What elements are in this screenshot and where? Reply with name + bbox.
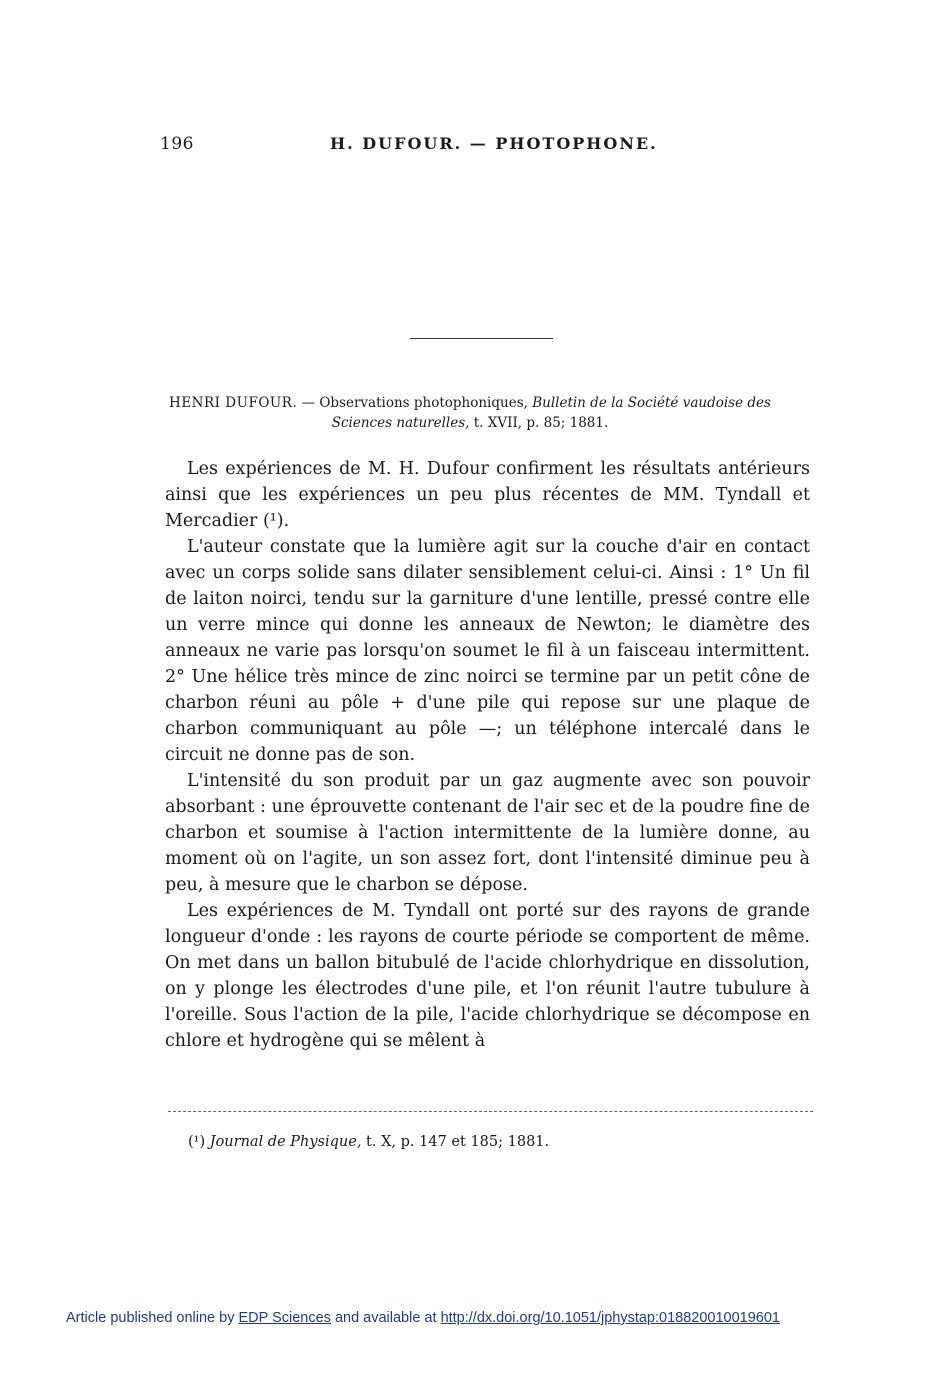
paragraph: Les expériences de M. Tyndall ont porté sur des rayons de grande longueur d'onde : les rayons de courte période se comportent de même. On met dans un ballon bitubulé de l'acide chlorhydrique en dissolution, on y plonge les électrodes d'une pile, et l'on réunit l'autre tubulure à l'oreille. Sous l'action de la pile, l'acide chlorhydrique se décompose en chlore et hydrogène qui se mêlent à bbox=[165, 901, 810, 1051]
reference-block bbox=[150, 393, 790, 433]
edp-sciences-link[interactable]: EDP Sciences bbox=[238, 1310, 331, 1326]
reference-author: HENRI DUFOUR. bbox=[169, 395, 298, 411]
page-number: 196 bbox=[160, 134, 194, 154]
running-head: H. DUFOUR. — PHOTOPHONE. bbox=[330, 134, 658, 153]
separator-rule bbox=[410, 338, 553, 339]
reference-journal: Bulletin de la Société vaudoise des Sciences naturelles, bbox=[331, 395, 771, 431]
publisher-prefix: Article published online by bbox=[66, 1310, 239, 1326]
footnote bbox=[188, 1132, 808, 1152]
paragraph: L'intensité du son produit par un gaz augmente avec son pouvoir absorbant : une éprouvette contenant de l'air sec et de la poudre fine de charbon et soumise à l'action intermittente de la lumière donne, au moment où on l'agite, un son assez fort, dont l'intensité diminue peu à peu, à mesure que le charbon se dépose. bbox=[165, 771, 810, 895]
footnote-rule bbox=[168, 1111, 813, 1112]
footnote-details: t. X, p. 147 et 185; 1881. bbox=[361, 1134, 550, 1150]
paragraph: L'auteur constate que la lumière agit sur la couche d'air en contact avec un corps solide sans dilater sensiblement celui-ci. Ainsi : 1° Un fil de laiton noirci, tendu sur la garniture d'une lentille, pressé contre elle un verre mince qui donne les anneaux de Newton; le diamètre des anneaux ne varie pas lorsqu'on soumet le fil à un faisceau intermittent. 2° Une hélice très mince de zinc noirci se termine par un petit cône de charbon réuni au pôle + d'une pile qui repose sur une plaque de charbon communiquant au pôle —; un téléphone intercalé dans le circuit ne donne pas de son. bbox=[165, 537, 810, 765]
reference-details: t. XVII, p. 85; 1881. bbox=[469, 415, 609, 431]
footnote-mark: (¹) bbox=[188, 1134, 210, 1150]
publisher-line bbox=[66, 1310, 886, 1326]
doi-link[interactable]: http://dx.doi.org/10.1051/jphystap:018820010019601 bbox=[440, 1310, 780, 1326]
footnote-journal: Journal de Physique, bbox=[209, 1134, 362, 1150]
body-text bbox=[165, 456, 810, 1054]
publisher-middle: and available at bbox=[330, 1310, 441, 1326]
reference-title: — Observations photophoniques, bbox=[297, 395, 533, 411]
paragraph: Les expériences de M. H. Dufour confirment les résultats antérieurs ainsi que les expériences un peu plus récentes de MM. Tyndall et Mercadier (¹). bbox=[165, 459, 810, 531]
